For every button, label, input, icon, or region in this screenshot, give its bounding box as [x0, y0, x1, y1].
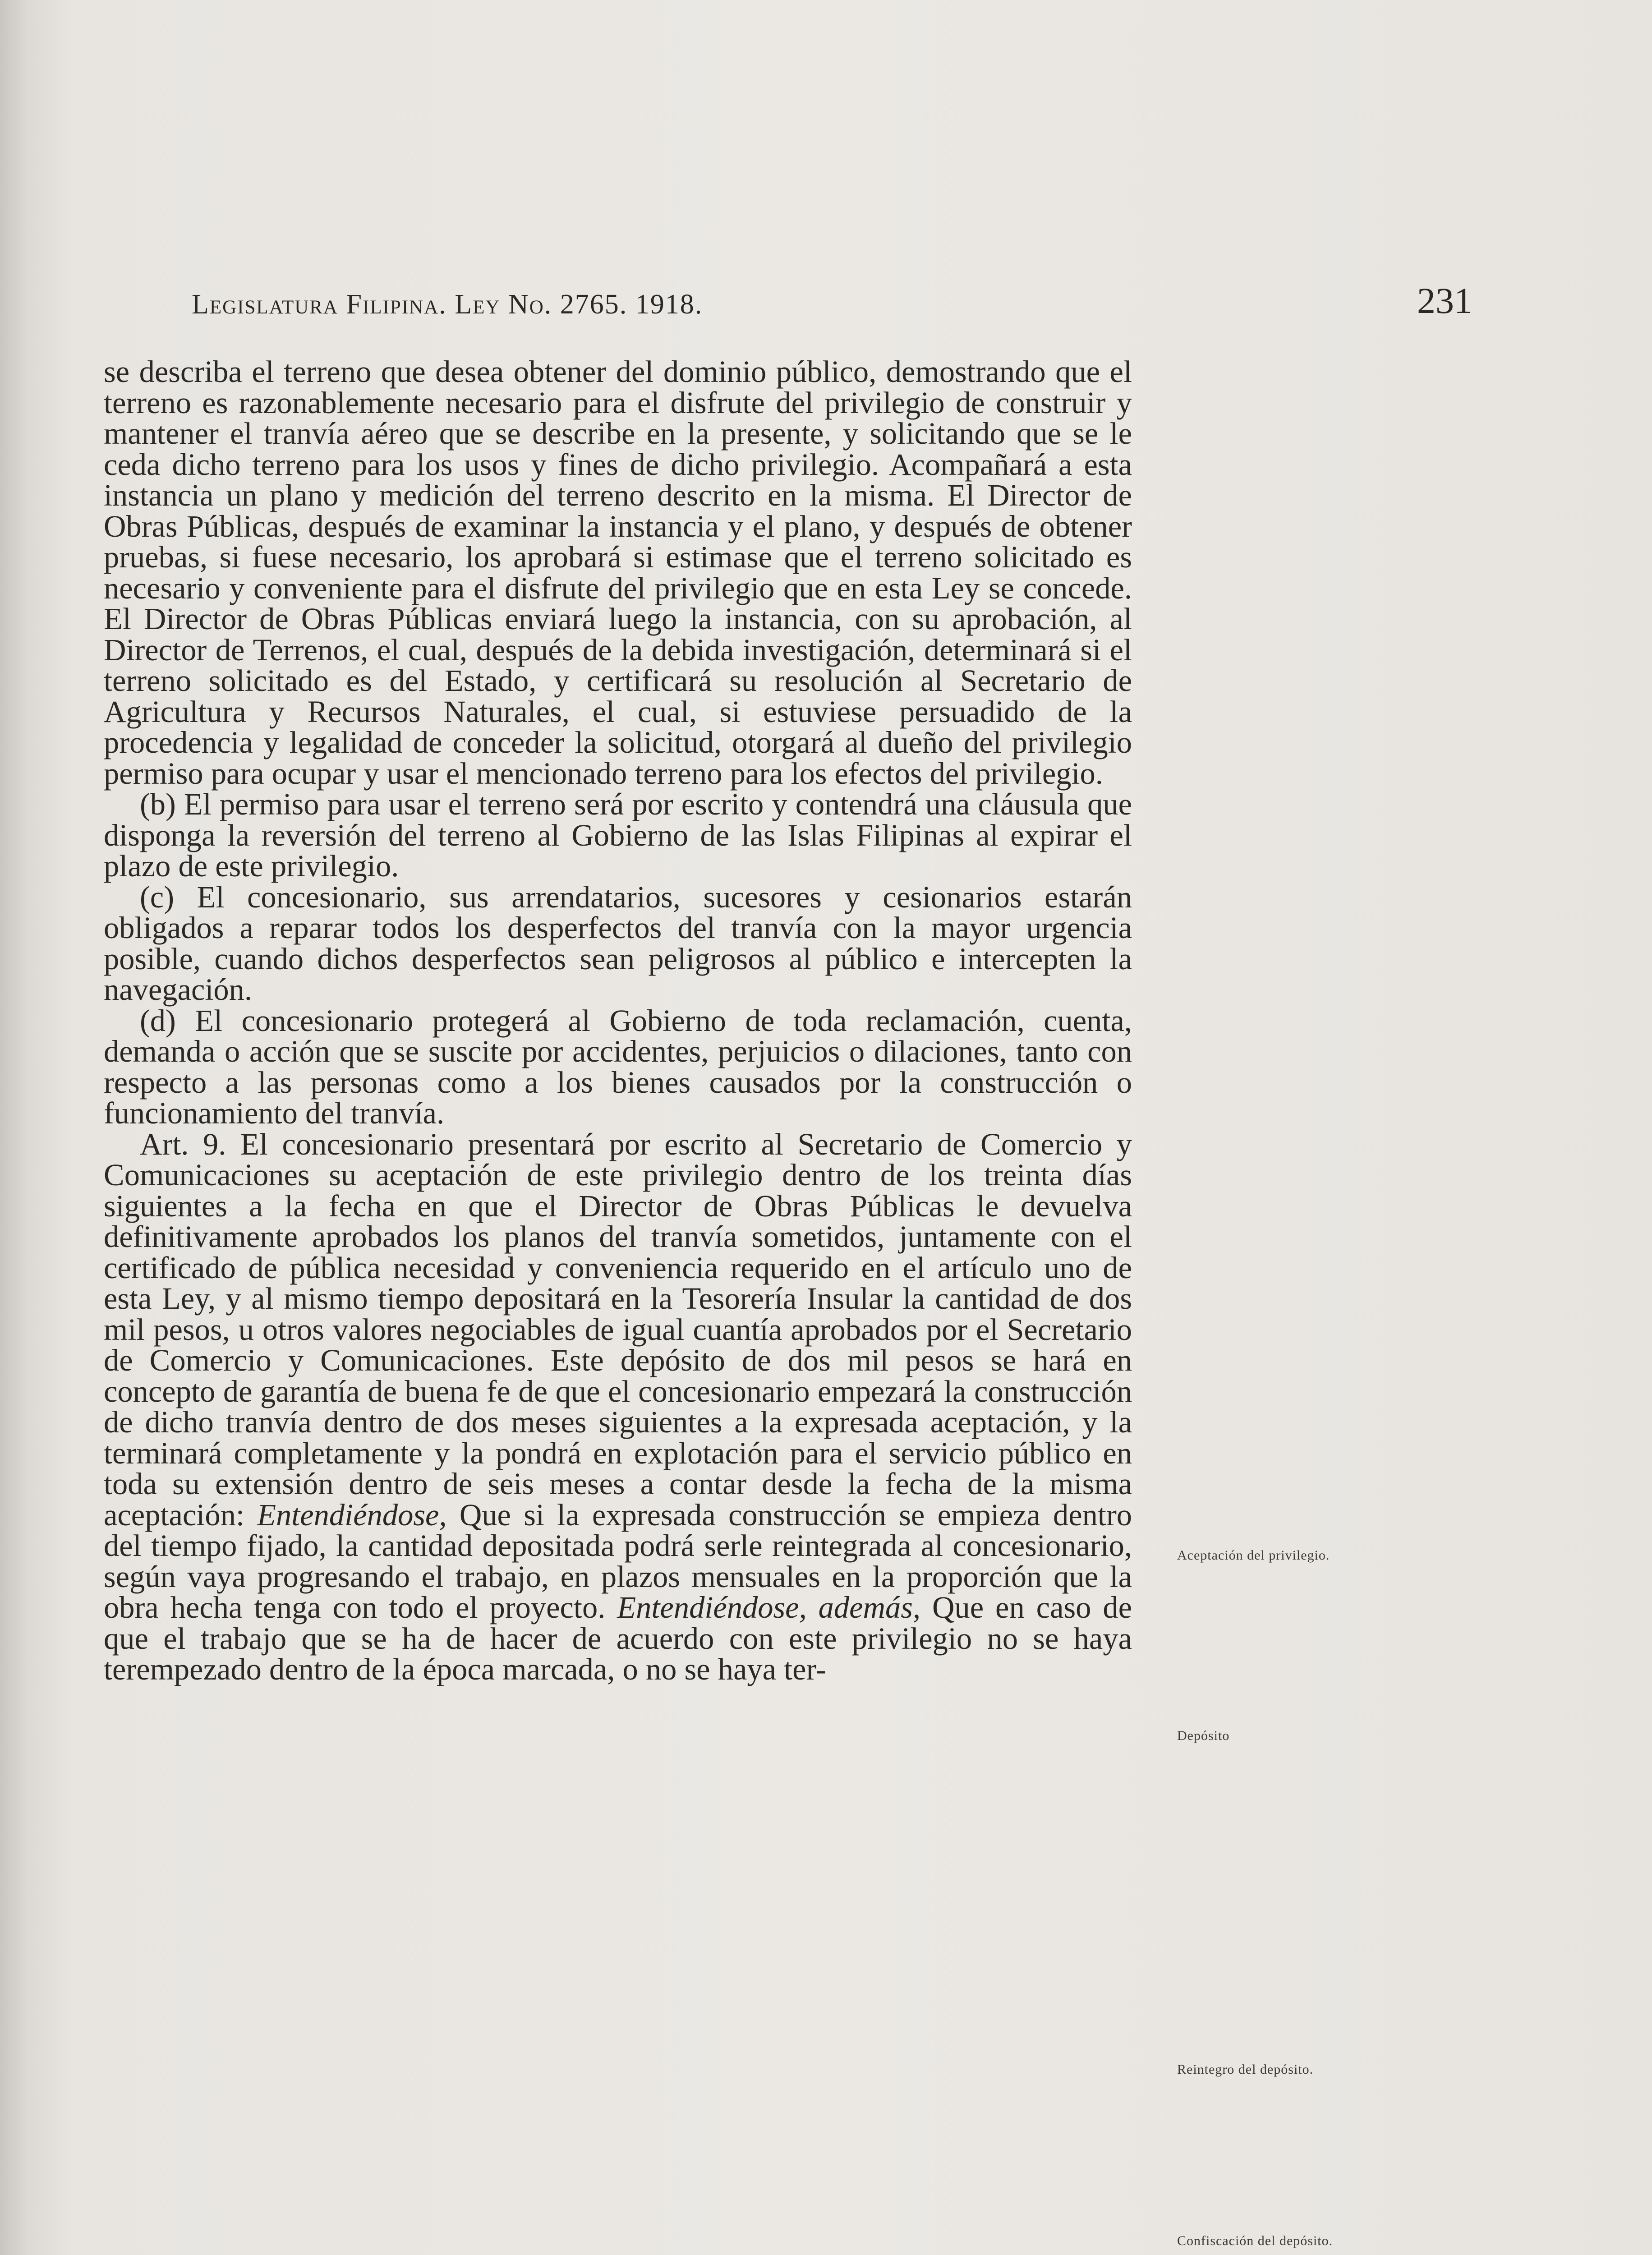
proviso-2-text: Que en caso de que el trabajo que se ha de hacer de acuerdo con este privilegio no se haya terempezado dentro de la época marcada, o no se haya ter- — [104, 1590, 1132, 1686]
paragraph-c: (c) El concesionario, sus arrendatarios, sucesores y cesionarios estarán obligados a reparar todos los desperfectos del tranvía con la mayor urgencia posible, cuando dichos desperfectos sean peligrosos al público e intercepten la navegación. — [104, 879, 1132, 1007]
article-9-main: Art. 9. El concesionario presentará por escrito al Secretario de Comercio y Comunicaciones su aceptación de este privilegio dentro de los treinta días siguientes a la fecha en que el Director de Obras Públicas le devuelva definitivamente aprobados los planos del tranvía sometidos, juntamente con el certificado de pública necesidad y conveniencia requerido en el artículo uno de esta Ley, y al mismo tiempo depositará en la Tesorería Insular la cantidad de dos mil pesos, u otros valores negociables de igual cuantía aprobados por el Secretario de Comercio y Comunicaciones. Este depósito de dos mil pesos se hará en concepto de garantía de buena fe de que el concesionario empezará la construcción de dicho tranvía dentro de dos meses siguientes a la expresada aceptación, y la terminará completamente y la pondrá en explotación para el servicio público en toda su extensión dentro de seis meses a contar desde la fecha de la misma aceptación: — [104, 1127, 1132, 1532]
paragraph-d: (d) El concesionario protegerá al Gobierno de toda reclamación, cuenta, demanda o acción que se suscite por accidentes, perjuicios o dilaciones, tanto con respecto a las personas como a los bienes causados por la construcción o funcionamiento del tranvía. — [104, 1003, 1132, 1130]
sidenote-reintegro: Reintegro del depósito. — [1177, 2062, 1314, 2077]
proviso-1-text: Que si la expresada construcción se empieza dentro del tiempo fijado, la cantidad depositada podrá serle reintegrada al concesionario, según vaya progresando el trabajo, en plazos mensuales en la proporción que la obra hecha tenga con todo el proyecto. — [104, 1497, 1132, 1625]
running-head: Legislatura Filipina. Ley No. 2765. 1918. — [192, 289, 703, 320]
body-text — [104, 356, 1132, 1685]
proviso-1-lead: Entendiéndose, — [257, 1497, 447, 1532]
sidenote-deposito: Depósito — [1177, 1728, 1230, 1743]
paragraph-b: (b) El permiso para usar el terreno será por escrito y contendrá una cláusula que disponga la reversión del terreno al Gobierno de las Islas Filipinas al expirar el plazo de este privilegio. — [104, 787, 1132, 883]
page-number: 231 — [1417, 280, 1473, 321]
article-9 — [104, 1129, 1132, 1685]
proviso-2-lead: Entendiéndose, además, — [617, 1590, 921, 1625]
sidenote-confiscacion: Confiscación del depósito. — [1177, 2233, 1333, 2248]
sidenote-aceptacion: Aceptación del privilegio. — [1177, 1548, 1330, 1563]
paragraph-continuation: se describa el terreno que desea obtener del dominio público, demostrando que el terreno es razonablemente necesario para el disfrute del privilegio de construir y mantener el tranvía aéreo que se describe en la presente, y solicitando que se le ceda dicho terreno para los usos y fines de dicho privilegio. Acompañará a esta instancia un plano y medición del terreno descrito en la misma. El Director de Obras Públicas, después de examinar la instancia y el plano, y después de obtener pruebas, si fuese necesario, los aprobará si estimase que el terreno solicitado es necesario y conveniente para el disfrute del privilegio que en esta Ley se concede. El Director de Obras Públicas enviará luego la instancia, con su aprobación, al Director de Terrenos, el cual, después de la debida investigación, determinará si el terreno solicitado es del Estado, y certificará su resolución al Secretario de Agricultura y Recursos Naturales, el cual, si estuviese persuadido de la procedencia y legalidad de conceder la solicitud, otorgará al dueño del privilegio permiso para ocupar y usar el mencionado terreno para los efectos del privilegio. — [104, 354, 1132, 791]
page-header — [192, 280, 1473, 325]
